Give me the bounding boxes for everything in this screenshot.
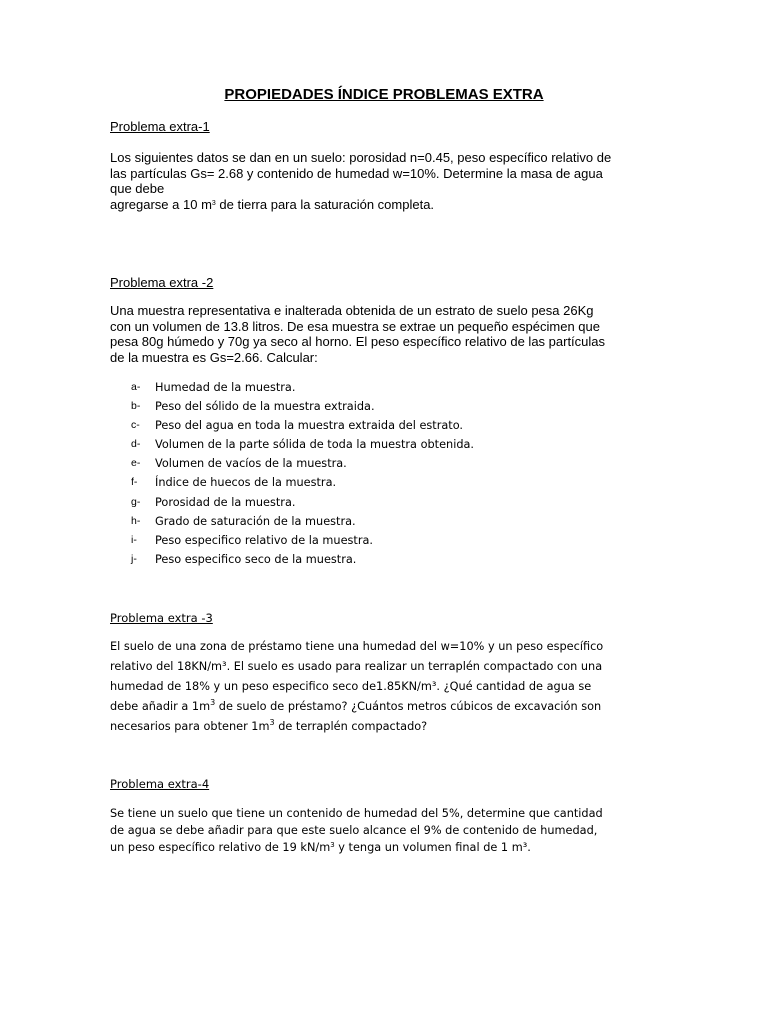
problem-3-line-5 <box>110 717 670 737</box>
problem-1-line-3: que debe <box>110 181 165 196</box>
list-item-letter: g- <box>131 495 141 508</box>
list-item <box>131 531 531 550</box>
list-item <box>131 378 531 397</box>
problem-4-line-2: de agua se debe añadir para que este suelo alcance el 9% de contenido de humedad, <box>110 824 598 837</box>
page-title: PROPIEDADES ÍNDICE PROBLEMAS EXTRA <box>224 86 544 103</box>
problem-2-heading: Problema extra -2 <box>110 275 214 290</box>
problem-3-line-4b: de suelo de préstamo? ¿Cuántos metros cúbicos de excavación son <box>215 700 602 713</box>
list-item <box>131 493 531 512</box>
list-item-letter: h- <box>131 514 141 527</box>
problem-4-text <box>110 805 670 856</box>
problem-3-text <box>110 637 670 737</box>
list-item-text: Peso especifico relativo de la muestra. <box>155 533 373 547</box>
list-item-letter: f- <box>131 476 138 489</box>
list-item <box>131 397 531 416</box>
list-item-text: Peso especifico seco de la muestra. <box>155 552 357 566</box>
list-item-letter: b- <box>131 400 141 413</box>
list-item-text: Porosidad de la muestra. <box>155 495 296 509</box>
problem-2-line: con un volumen de 13.8 litros. De esa muestra se extrae un pequeño espécimen que <box>110 318 600 334</box>
list-item-letter: e- <box>131 457 141 470</box>
list-item-letter: c- <box>131 419 140 432</box>
problem-1-text <box>110 150 670 212</box>
problem-3-line-1: El suelo de una zona de préstamo tiene una humedad del w=10% y un peso específico <box>110 640 604 653</box>
problem-2-list <box>131 378 531 569</box>
list-item <box>131 454 531 473</box>
list-item-letter: j- <box>131 552 137 565</box>
problem-3-line-5a: necesarios para obtener 1m <box>110 720 270 733</box>
list-item-letter: a- <box>131 381 141 393</box>
problem-2-text <box>110 303 670 365</box>
problem-2-line: pesa 80g húmedo y 70g ya seco al horno. El peso específico relativo de las partículas <box>110 334 606 349</box>
list-item <box>131 550 531 569</box>
problem-2-line: Una muestra representativa e inalterada obtenida de un estrato de suelo pesa 26Kg <box>110 303 594 318</box>
problem-4-superscript: 3 <box>330 841 335 849</box>
list-item <box>131 512 531 531</box>
problem-1-heading: Problema extra-1 <box>110 119 210 134</box>
problem-4-line-3b: y tenga un volumen final de 1 m³. <box>334 841 531 854</box>
problem-2-line: de la muestra es Gs=2.66. Calcular: <box>110 349 318 365</box>
list-item <box>131 435 531 454</box>
list-item-letter: d- <box>131 438 141 451</box>
problem-3-line-4a: debe añadir a 1m <box>110 700 211 713</box>
problem-4-heading: Problema extra-4 <box>110 777 210 791</box>
list-item <box>131 473 531 492</box>
problem-3-line-4 <box>110 697 670 717</box>
list-item-text: Volumen de vacíos de la muestra. <box>155 457 347 471</box>
problem-3-superscript-2: 3 <box>269 718 275 727</box>
problem-3-heading: Problema extra -3 <box>110 611 213 625</box>
problem-1-line-1: Los siguientes datos se dan en un suelo: porosidad n=0.45, peso específico relativo de <box>110 150 612 165</box>
problem-4-line-3 <box>110 839 670 856</box>
list-item-text: Grado de saturación de la muestra. <box>155 514 356 528</box>
problem-1-line-2: las partículas Gs= 2.68 y contenido de humedad w=10%. Determine la masa de agua <box>110 165 603 181</box>
problem-1-superscript: 3 <box>211 199 216 207</box>
list-item-text: Peso del sólido de la muestra extraida. <box>155 400 375 414</box>
problem-1-line-4a: agregarse a 10 m <box>110 196 212 212</box>
list-item-text: Peso del agua en toda la muestra extraida del estrato. <box>155 419 464 433</box>
list-item-text: Humedad de la muestra. <box>155 381 296 394</box>
problem-4-line-3a: un peso específico relativo de 19 kN/m <box>110 841 331 854</box>
problem-3-line-2: relativo del 18KN/m³. El suelo es usado para realizar un terraplén compactado con una <box>110 660 603 673</box>
problem-3-line-3: humedad de 18% y un peso especifico seco de1.85KN/m³. ¿Qué cantidad de agua se <box>110 680 592 693</box>
problem-1-line-4 <box>110 197 670 213</box>
list-item-letter: i- <box>131 533 137 546</box>
problem-3-superscript-1: 3 <box>210 698 216 707</box>
list-item <box>131 416 531 435</box>
problem-4-line-1: Se tiene un suelo que tiene un contenido de humedad del 5%, determine que cantidad <box>110 807 603 820</box>
problem-1-line-4b: de tierra para la saturación completa. <box>215 196 435 212</box>
list-item-text: Volumen de la parte sólida de toda la muestra obtenida. <box>155 438 475 452</box>
problem-3-line-5b: de terraplén compactado? <box>274 720 428 733</box>
list-item-text: Índice de huecos de la muestra. <box>155 476 337 490</box>
